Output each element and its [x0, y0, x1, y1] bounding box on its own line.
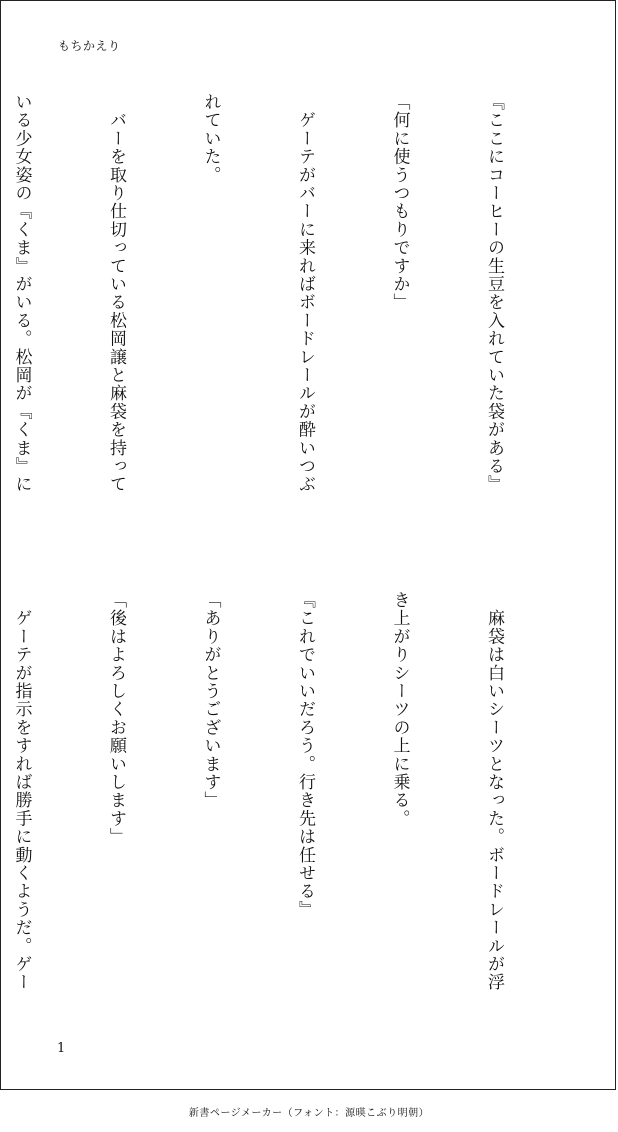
footer-credit: 新書ページメーカー（フォント：源暎こぶり明朝） [188, 1108, 430, 1119]
text-line: 「後はよろしくお願いします」 [106, 591, 126, 846]
text-line: れていた。 [200, 93, 221, 184]
text-block-bottom [0, 591, 572, 1011]
text-line: ゲーテがバーに来ればボードレールが酔いつぶ [295, 93, 315, 494]
running-title: もちかえり [58, 39, 121, 53]
text-line: バーを取り仕切っている松岡譲と麻袋を持って [106, 93, 126, 494]
text-line: ゲーテが指示をすれば勝手に動くようだ。ゲー [11, 591, 32, 992]
text-line: 『ここにコーヒーの生豆を入れていた袋がある』 [484, 93, 504, 494]
text-line: 「何に使うつもりですか」 [389, 93, 410, 312]
page-number: 1 [57, 1041, 66, 1056]
text-block-top [0, 93, 572, 533]
text-line: 「ありがとうございます」 [200, 591, 221, 810]
text-line: 麻袋は白いシーツとなった。ボードレールが浮 [484, 591, 504, 992]
text-line: 『これでいいだろう。行き先は任せる』 [295, 591, 315, 919]
text-line: き上がりシーツの上に乗る。 [389, 591, 410, 828]
text-line: いる少女姿の『くま』がいる。松岡が『くま』に [11, 93, 32, 494]
